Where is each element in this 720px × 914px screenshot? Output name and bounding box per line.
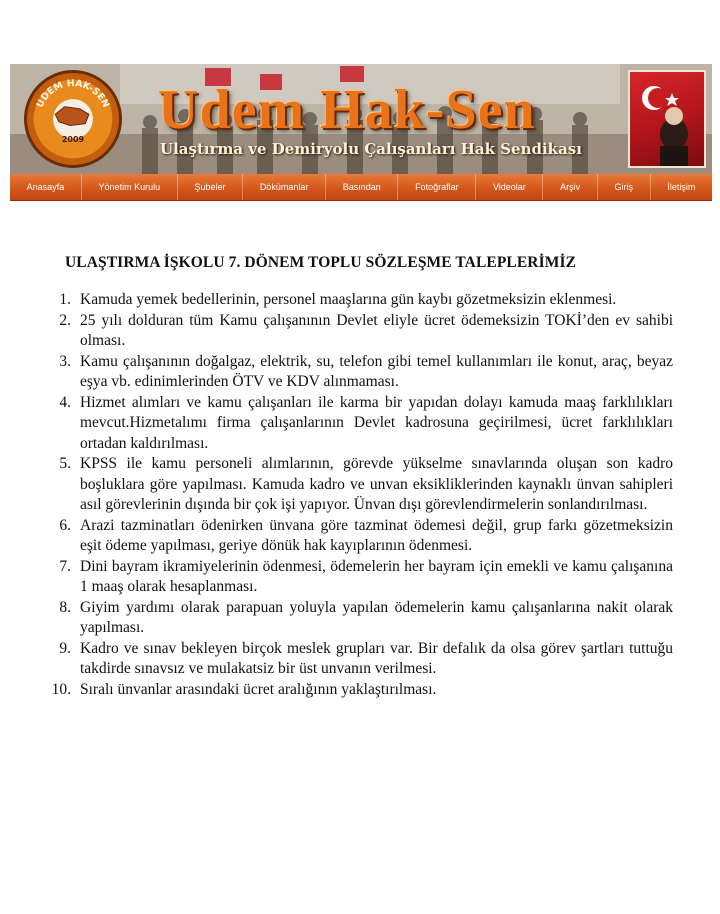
union-logo[interactable] xyxy=(24,70,122,168)
list-item xyxy=(41,680,673,701)
item-text: Giyim yardımı olarak parapuan yoluyla yapılan ödemelerin kamu çalışanlarına nakit olarak yapılması. xyxy=(80,598,673,636)
list-item xyxy=(41,393,673,455)
list-item xyxy=(41,598,673,639)
nav-item-yonetim-kurulu[interactable]: Yönetim Kurulu xyxy=(82,174,178,200)
item-number: 9. xyxy=(59,639,71,657)
flag-portrait-image xyxy=(628,70,706,168)
flag-icon xyxy=(630,72,704,166)
list-item xyxy=(41,557,673,598)
item-text: Dini bayram ikramiyelerinin ödenmesi, ödemelerin her bayram için emekli ve kamu çalışanına 1 maaş olarak hesaplanması. xyxy=(80,557,673,595)
item-number: 2. xyxy=(59,311,71,329)
header-banner xyxy=(10,64,712,174)
item-number: 4. xyxy=(59,393,71,411)
item-number: 1. xyxy=(59,291,71,308)
nav-item-iletisim[interactable]: İletişim xyxy=(667,182,696,192)
list-item xyxy=(41,352,673,393)
item-text: Hizmet alımları ve kamu çalışanları ile karma bir yapıdan dolayı kamuda maaş farklılıkları mevcut.Hizmetalımı firma çalışanlarının Devlet kadrosuna geçirilmesi, ücret farklılıkları ortadan kaldırılması. xyxy=(80,393,673,452)
document-title: ULAŞTIRMA İŞKOLU 7. DÖNEM TOPLU SÖZLEŞME TALEPLERİMİZ xyxy=(65,254,577,271)
item-number: 10. xyxy=(51,680,71,698)
item-number: 5. xyxy=(59,455,71,472)
item-number: 3. xyxy=(59,352,71,370)
item-text: Sıralı ünvanlar arasındaki ücret aralığının yaklaştırılması. xyxy=(80,680,437,698)
nav-item-fotograflar[interactable]: Fotoğraflar xyxy=(398,174,476,200)
item-text: KPSS ile kamu personeli alımlarının, görevde yükselme sınavlarında oluşan son kadro boşluklara göre yapılması. Kamuda kadro ve unvan eksikliklerinden kaynaklı ünvan sahipleri asıl görevlerinin dışında bir çok işi yapıyor. Ünvan dışı görevlendirmelerin sonlandırılması. xyxy=(80,455,673,513)
svg-text:UDEM HAK-SEN xyxy=(35,78,112,109)
main-navigation xyxy=(10,174,712,201)
nav-item-videolar[interactable]: Videolar xyxy=(476,174,543,200)
item-number: 7. xyxy=(59,557,71,575)
brand-title: Udem Hak-Sen xyxy=(158,79,536,141)
list-item xyxy=(41,516,673,557)
item-text: Kamu çalışanının doğalgaz, elektrik, su, telefon gibi temel kullanımları ile konut, araç, beyaz eşya vb. edinimlerinden ÖTV ve KDV alınmaması. xyxy=(80,352,673,390)
item-text: Kadro ve sınav bekleyen birçok meslek grupları var. Bir defalık da olsa görev şartları tuttuğu takdirde sınavsız ve mulakatsiz bir üst unvanın verilmesi. xyxy=(80,639,673,677)
demands-list xyxy=(41,290,673,700)
nav-item-arsiv[interactable]: Arşiv xyxy=(543,174,597,200)
item-text: Kamuda yemek bedellerinin, personel maaşlarına gün kaybı gözetmeksizin eklenmesi. xyxy=(80,291,617,308)
brand-subtitle: Ulaştırma ve Demiryolu Çalışanları Hak Sendikası xyxy=(160,140,582,158)
item-number: 8. xyxy=(59,598,71,616)
list-item xyxy=(41,639,673,680)
nav-item-anasayfa[interactable]: Anasayfa xyxy=(10,174,82,200)
nav-item-basindan[interactable]: Basından xyxy=(326,174,398,200)
list-item xyxy=(41,290,673,311)
item-text: Arazi tazminatları ödenirken ünvana göre tazminat ödemesi değil, grup farkı gözetmeksizin eşit ödeme yapılması, geriye dönük hak kayıplarının ödenmesi. xyxy=(80,516,673,554)
list-item xyxy=(41,311,673,352)
item-text: 25 yılı dolduran tüm Kamu çalışanının Devlet eliyle ücret ödemeksizin TOKİ’den ev sahibi olması. xyxy=(80,311,673,349)
item-number: 6. xyxy=(59,516,71,534)
logo-emblem xyxy=(27,73,119,165)
list-item xyxy=(41,454,673,516)
nav-item-giris[interactable]: Giriş xyxy=(598,174,651,200)
logo-ring-label: UDEM HAK-SEN xyxy=(34,77,112,110)
nav-item-subeler[interactable]: Şubeler xyxy=(178,174,243,200)
logo-year: 2009 xyxy=(61,135,85,144)
nav-item-dokumanlar[interactable]: Dökümanlar xyxy=(243,174,326,200)
